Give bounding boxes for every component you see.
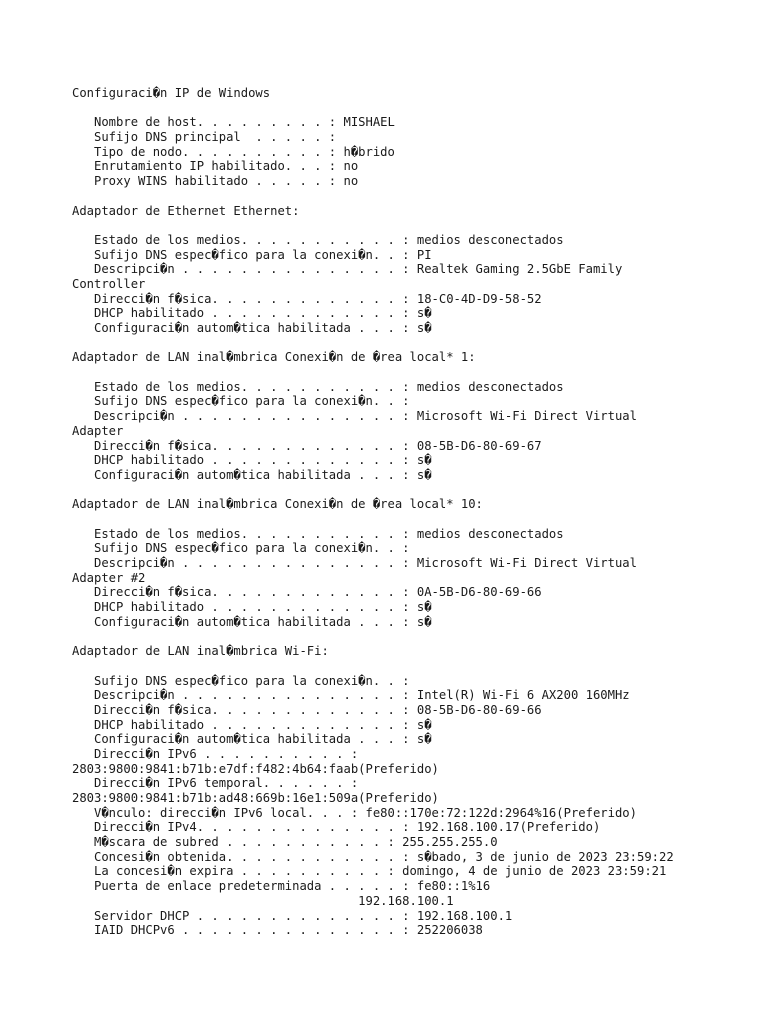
text-line: Adaptador de LAN inal�mbrica Conexi�n de �rea local* 10: bbox=[72, 497, 483, 512]
text-line bbox=[72, 483, 762, 498]
text-line: DHCP habilitado . . . . . . . . . . . . . : s� bbox=[72, 717, 432, 732]
text-line: Direcci�n f�sica. . . . . . . . . . . . . : 08-5B-D6-80-69-67 bbox=[72, 438, 542, 453]
text-line: 2803:9800:9841:b71b:e7df:f482:4b64:faab(Preferido) bbox=[72, 761, 439, 776]
text-line: Sufijo DNS espec�fico para la conexi�n. . : bbox=[72, 673, 410, 688]
text-line: Configuraci�n autom�tica habilitada . . . : s� bbox=[72, 614, 432, 629]
text-line: Enrutamiento IP habilitado. . . : no bbox=[72, 159, 359, 174]
text-line: Direcci�n IPv6 temporal. . . . . . : bbox=[72, 776, 359, 791]
text-line bbox=[72, 512, 762, 527]
text-line: Direcci�n f�sica. . . . . . . . . . . . . : 18-C0-4D-D9-58-52 bbox=[72, 291, 542, 306]
text-line: Direcci�n IPv6 . . . . . . . . . . : bbox=[72, 746, 359, 761]
text-line: Sufijo DNS espec�fico para la conexi�n. . : bbox=[72, 541, 410, 556]
text-line: Estado de los medios. . . . . . . . . . . : medios desconectados bbox=[72, 526, 564, 541]
text-line: DHCP habilitado . . . . . . . . . . . . . : s� bbox=[72, 306, 432, 321]
text-line: Controller bbox=[72, 276, 146, 291]
text-line bbox=[72, 218, 762, 233]
text-line: Direcci�n f�sica. . . . . . . . . . . . . : 0A-5B-D6-80-69-66 bbox=[72, 585, 542, 600]
text-line: Direcci�n f�sica. . . . . . . . . . . . . : 08-5B-D6-80-69-66 bbox=[72, 702, 542, 717]
text-line: Estado de los medios. . . . . . . . . . . : medios desconectados bbox=[72, 232, 564, 247]
text-line: Direcci�n IPv4. . . . . . . . . . . . . . : 192.168.100.17(Preferido) bbox=[72, 820, 601, 835]
text-line bbox=[72, 101, 762, 116]
text-line: IAID DHCPv6 . . . . . . . . . . . . . . . : 252206038 bbox=[72, 923, 483, 938]
text-line: Adaptador de Ethernet Ethernet: bbox=[72, 203, 300, 218]
text-line: Proxy WINS habilitado . . . . . : no bbox=[72, 174, 359, 189]
text-line: V�nculo: direcci�n IPv6 local. . . : fe80::170e:72:122d:2964%16(Preferido) bbox=[72, 805, 637, 820]
text-line: Descripci�n . . . . . . . . . . . . . . . : Microsoft Wi-Fi Direct Virtual bbox=[72, 409, 637, 424]
text-line: 2803:9800:9841:b71b:ad48:669b:16e1:509a(Preferido) bbox=[72, 791, 439, 805]
text-line: Descripci�n . . . . . . . . . . . . . . . : Realtek Gaming 2.5GbE Family bbox=[72, 262, 623, 277]
text-line: Tipo de nodo. . . . . . . . . . : h�brido bbox=[72, 144, 395, 159]
text-line: Descripci�n . . . . . . . . . . . . . . . : Microsoft Wi-Fi Direct Virtual bbox=[72, 556, 637, 570]
text-line: Nombre de host. . . . . . . . . : MISHAEL bbox=[72, 115, 395, 130]
text-line: Configuraci�n autom�tica habilitada . . . : s� bbox=[72, 467, 432, 482]
text-line: La concesi�n expira . . . . . . . . . . : domingo, 4 de junio de 2023 23:59:21 bbox=[72, 864, 667, 879]
text-line: Configuraci�n IP de Windows bbox=[72, 86, 271, 100]
text-line: 192.168.100.1 bbox=[72, 893, 454, 908]
text-line: Estado de los medios. . . . . . . . . . . : medios desconectados bbox=[72, 379, 564, 394]
text-line: DHCP habilitado . . . . . . . . . . . . . : s� bbox=[72, 600, 432, 615]
text-line bbox=[72, 629, 762, 644]
text-line: Configuraci�n autom�tica habilitada . . . : s� bbox=[72, 732, 432, 747]
text-line: Adaptador de LAN inal�mbrica Wi-Fi: bbox=[72, 644, 329, 659]
text-line: Concesi�n obtenida. . . . . . . . . . . . : s�bado, 3 de junio de 2023 23:59:22 bbox=[72, 849, 674, 864]
text-line: Descripci�n . . . . . . . . . . . . . . . : Intel(R) Wi-Fi 6 AX200 160MHz bbox=[72, 688, 630, 703]
text-line: Sufijo DNS espec�fico para la conexi�n. . : PI bbox=[72, 247, 432, 262]
text-line: Servidor DHCP . . . . . . . . . . . . . . : 192.168.100.1 bbox=[72, 908, 513, 923]
text-line bbox=[72, 659, 762, 674]
text-line bbox=[72, 365, 762, 380]
text-line: Sufijo DNS espec�fico para la conexi�n. . : bbox=[72, 394, 410, 409]
text-line: DHCP habilitado . . . . . . . . . . . . . : s� bbox=[72, 453, 432, 468]
ipconfig-output bbox=[72, 86, 762, 938]
text-line: Adaptador de LAN inal�mbrica Conexi�n de �rea local* 1: bbox=[72, 350, 476, 365]
text-line: Adapter #2 bbox=[72, 570, 146, 585]
text-line: Configuraci�n autom�tica habilitada . . . : s� bbox=[72, 321, 432, 335]
text-line bbox=[72, 336, 762, 351]
text-line: Sufijo DNS principal . . . . . : bbox=[72, 130, 337, 145]
text-line: Puerta de enlace predeterminada . . . . . : fe80::1%16 bbox=[72, 879, 491, 894]
text-line: Adapter bbox=[72, 423, 124, 438]
text-line bbox=[72, 189, 762, 204]
text-line: M�scara de subred . . . . . . . . . . . : 255.255.255.0 bbox=[72, 835, 498, 850]
